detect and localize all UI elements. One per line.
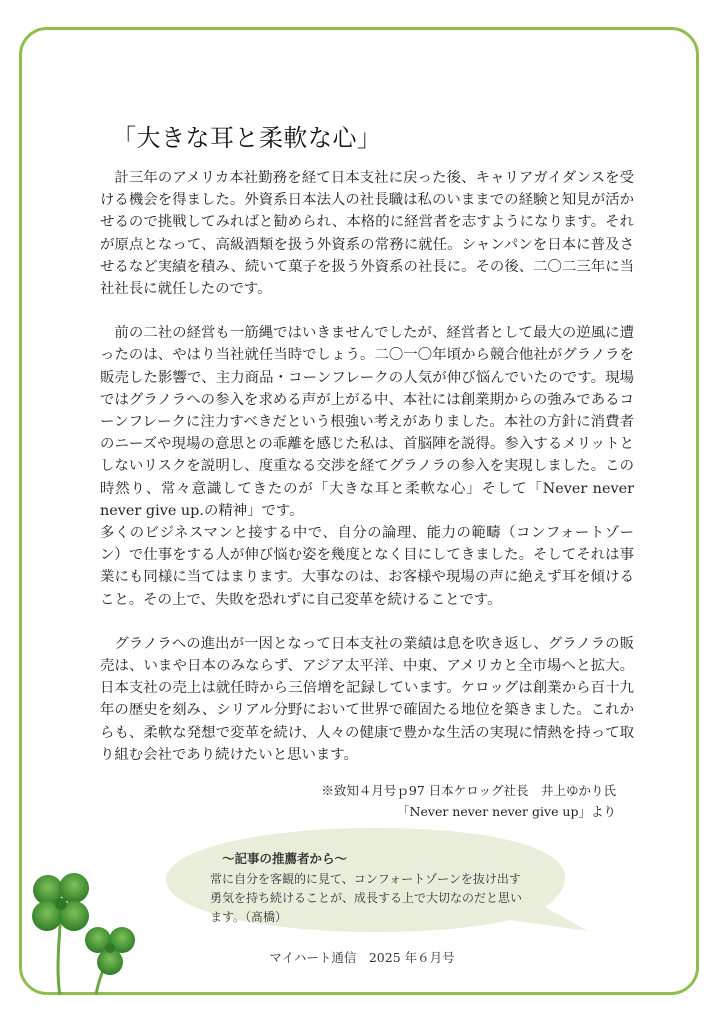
article-source xyxy=(321,780,616,822)
source-citation: ※致知４月号ｐ97 日本ケロッグ社長 井上ゆかり氏 xyxy=(321,783,616,798)
source-title: 「Never never never give up」より xyxy=(397,804,616,819)
article-body xyxy=(100,167,634,766)
clover-icon xyxy=(26,862,146,997)
article-paragraph-1: 計三年のアメリカ本社勤務を経て日本支社に戻った後、キャリアガイダンスを受ける機会を得ました。外資系日本法人の社長職は私のいままでの経験と知見が活かせるので挑戦してみればと勧められ、本格的に経営者を志すようになります。それが原点となって、高級酒類を扱う外資系の常務に就任。シャンパンを日本に普及させるなど実績を積み、続いて菓子を扱う外資系の社長に。その後、二〇二三年に当社社長に就任したのです。 xyxy=(100,170,634,298)
recommendation-text: 常に自分を客観的に見て、コンフォートゾーンを抜け出す勇気を持ち続けることが、成長する上で大切なのだと思います。（髙橋） xyxy=(210,872,523,924)
article-paragraph-3: 多くのビジネスマンと接する中で、自分の論理、能力の範疇（コンフォートゾーン）で仕事をする人が伸び悩む姿を幾度となく目にしてきました。そしてそれは事業にも同様に当てはまります。大事なのは、お客様や現場の声に絶えず耳を傾けること。その上で、失敗を恐れずに自己変革を続けることです。 xyxy=(100,525,634,608)
newsletter-footer: マイハート通信 2025 年６月号 xyxy=(269,950,455,965)
article-paragraph-4: グラノラへの進出が一因となって日本支社の業績は息を吹き返し、グラノラの販売は、いまや日本のみならず、アジア太平洋、中東、アメリカと全市場へと拡大。日本支社の売上は就任時から三倍増を記録しています。ケロッグは創業から百十九年の歴史を刻み、シリアル分野において世界で確固たる地位を築きました。これからも、柔軟な発想で変革を続け、人々の健康で豊かな生活の実現に情熱を持って取り組む会社であり続けたいと思います。 xyxy=(100,635,634,763)
article-paragraph-2: 前の二社の経営も一筋縄ではいきませんでしたが、経営者として最大の逆風に遭ったのは、やはり当社就任当時でしょう。二〇一〇年頃から競合他社がグラノラを販売した影響で、主力商品・コーンフレークの人気が伸び悩んでいたのです。現場ではグラノラへの参入を求める声が上がる中、本社には創業期からの強みであるコーンフレークに注力すべきだという根強い考えがありました。本社の方針に消費者のニーズや現場の意思との乖離を感じた私は、首脳陣を説得。参入するメリットとしないリスクを説明し、度重なる交渉を経てグラノラの参入を実現しました。この時然り、常々意識してきたのが「大きな耳と柔軟な心」そして「Never never never give up.の精神」です。 xyxy=(100,325,634,519)
recommendation-heading: ～記事の推薦者から～ xyxy=(222,851,348,866)
recommendation-bubble xyxy=(160,825,590,935)
article-title: 「大きな耳と柔軟な心」 xyxy=(112,124,382,152)
